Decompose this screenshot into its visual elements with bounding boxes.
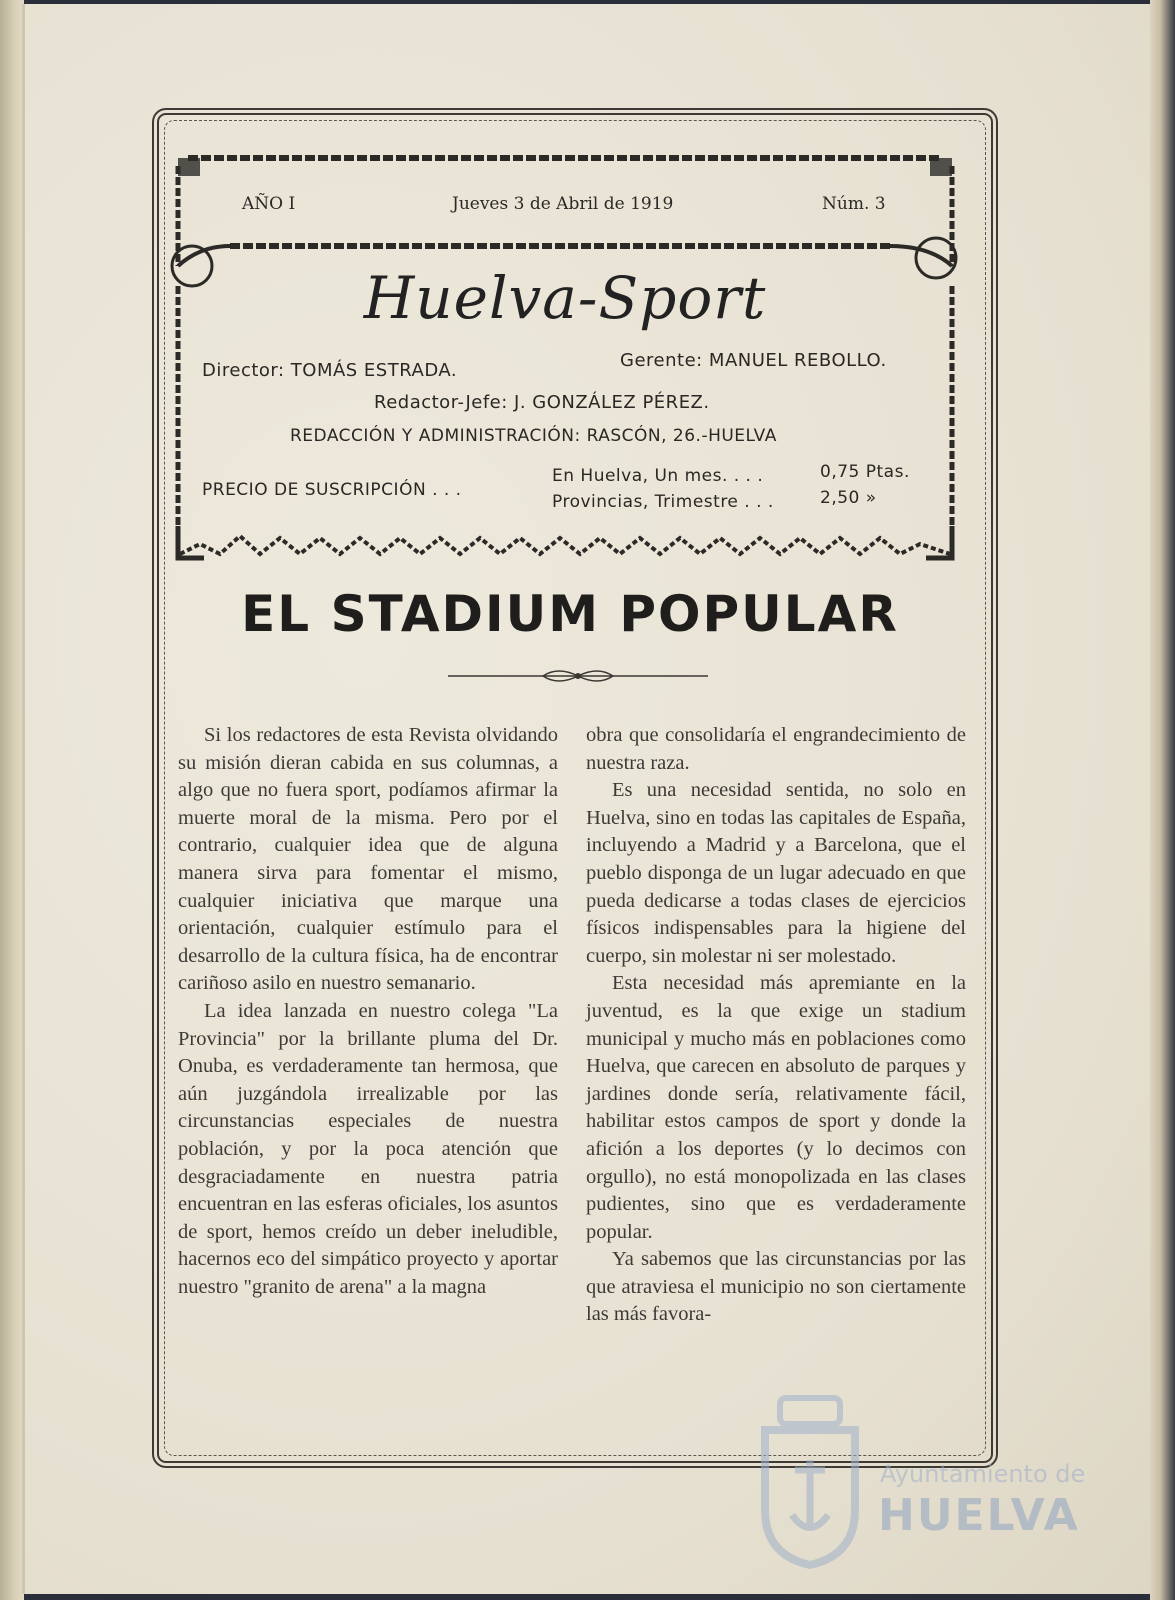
watermark-line2: HUELVA bbox=[878, 1490, 1080, 1541]
watermark bbox=[750, 1390, 1090, 1580]
issue-number: Núm. 3 bbox=[822, 194, 886, 214]
right-column bbox=[586, 722, 966, 1329]
year-label: AÑO I bbox=[242, 194, 296, 214]
watermark-line1: Ayuntamiento de bbox=[880, 1460, 1086, 1488]
date-label: Jueves 3 de Abril de 1919 bbox=[452, 194, 674, 214]
book-spine bbox=[0, 0, 24, 1600]
price-provinces-value: 2,50 » bbox=[820, 488, 877, 508]
chief-editor-line: Redactor-Jefe: J. GONZÁLEZ PÉREZ. bbox=[374, 392, 710, 413]
price-provinces-label: Provincias, Trimestre . . . bbox=[552, 492, 774, 512]
publication-title: Huelva-Sport bbox=[363, 264, 767, 332]
price-huelva-value: 0,75 Ptas. bbox=[820, 462, 910, 482]
page-edge bbox=[1150, 0, 1175, 1600]
paragraph: Si los redactores de esta Revista olvidando su misión dieran cabida en sus columnas, a algo que no fuera sport, podíamos afirmar la muerte moral de la misma. Pero por el contrario, cualquier idea que de alguna manera sirva para fomentar el mismo, cualquier iniciativa que marque una orientación, cualquier estímulo para el desarrollo de la cultura física, ha de encontrar cariñoso asilo en nuestro semanario. bbox=[178, 724, 558, 995]
ornament-divider bbox=[448, 664, 708, 688]
paragraph: Ya sabemos que las circunstancias por las que atraviesa el municipio no son ciertamente las más favora- bbox=[586, 1248, 966, 1326]
address-line: REDACCIÓN Y ADMINISTRACIÓN: RASCÓN, 26.-HUELVA bbox=[290, 426, 777, 446]
city-shield-icon bbox=[750, 1390, 870, 1570]
paragraph: Esta necesidad más apremiante en la juventud, es la que exige un stadium municipal y mucho más en poblaciones como Huelva, que carecen en absoluto de parques y jardines donde sería, relativamente fácil, habilitar estos campos de sport y donde la afición a los deportes (y lo decimos con orgullo), no está monopolizada en las clases pudientes, sino que es verdaderamente popular. bbox=[586, 972, 966, 1243]
manager-line: Gerente: MANUEL REBOLLO. bbox=[620, 350, 887, 371]
paragraph: La idea lanzada en nuestro colega "La Provincia" por la brillante pluma del Dr. Onuba, es verdaderamente tan hermosa, que aún juzgándola irrealizable por las circunstancias especiales de nuestra población, y por la poca atención que desgraciadamente en nuestra patria encuentran en las esferas oficiales, los asuntos de sport, hemos creído un deber ineludible, hacernos eco del simpático proyecto y aportar nuestro "granito de arena" a la magna bbox=[178, 999, 558, 1298]
price-huelva-label: En Huelva, Un mes. . . . bbox=[552, 466, 764, 486]
masthead bbox=[170, 146, 960, 566]
subscription-label: PRECIO DE SUSCRIPCIÓN . . . bbox=[202, 480, 462, 500]
paragraph: obra que consolidaría el engrandecimiento de nuestra raza. bbox=[586, 724, 966, 774]
article-headline: EL STADIUM POPULAR bbox=[241, 585, 899, 643]
paragraph: Es una necesidad sentida, no solo en Huelva, sino en todas las capitales de España, incluyendo a Madrid y a Barcelona, que el pueblo disponga de un lugar adecuado en que pueda dedicarse a todas clases de ejercicios físicos indispensables para la higiene del cuerpo, sin molestar ni ser molestado. bbox=[586, 779, 966, 967]
director-line: Director: TOMÁS ESTRADA. bbox=[202, 360, 458, 381]
left-column bbox=[178, 722, 558, 1301]
